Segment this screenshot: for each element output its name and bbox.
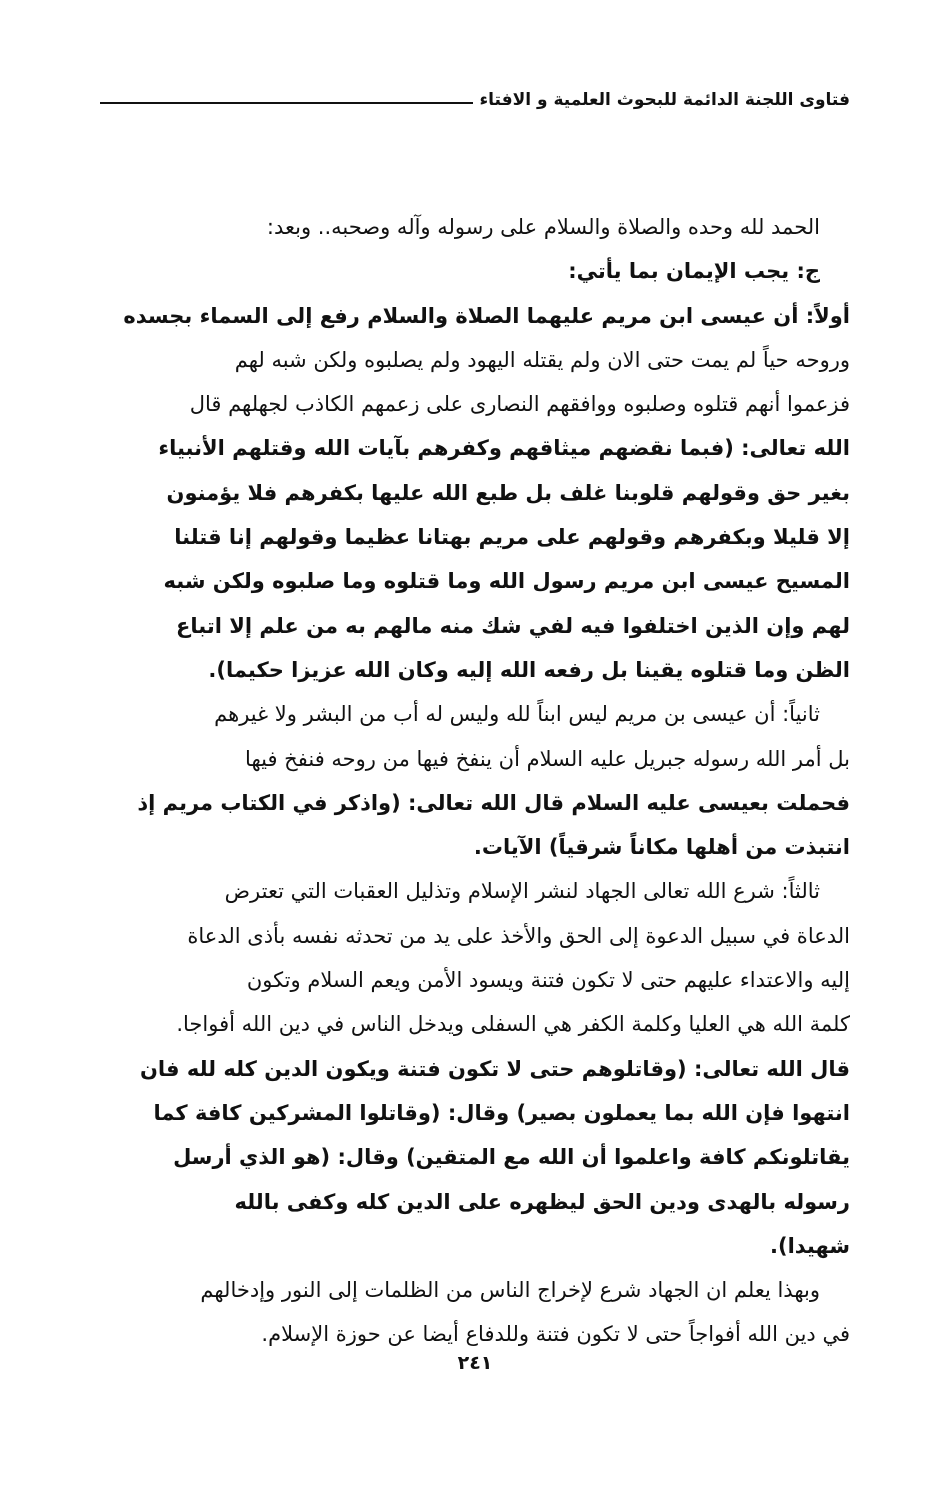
text-line: الدعاة في سبيل الدعوة إلى الحق والأخذ على يد من تحدثه نفسه بأذى الدعاة — [187, 923, 850, 948]
text-line: ثانياً: أن عيسى بن مريم ليس ابناً لله وليس له أب من البشر ولا غيرهم — [214, 702, 820, 727]
text-line: وبهذا يعلم ان الجهاد شرع لإخراج الناس من الظلمات إلى النور وإدخالهم — [200, 1278, 820, 1303]
text-line: انتهوا فإن الله بما يعملون بصير) وقال: (وقاتلوا المشركين كافة كما — [153, 1100, 850, 1125]
text-line: ثالثاً: شرع الله تعالى الجهاد لنشر الإسلام وتذليل العقبات التي تعترض — [224, 879, 820, 904]
text-line: انتبذت من أهلها مكاناً شرقياً) الآيات. — [473, 835, 850, 860]
page-number: ٢٤١ — [457, 1352, 493, 1374]
header-rule — [100, 102, 473, 104]
text-line: فزعموا أنهم قتلوه وصلبوه ووافقهم النصارى على زعمهم الكاذب لجهلهم قال — [189, 392, 850, 417]
text-line: الظن وما قتلوه يقينا بل رفعه الله إليه وكان الله عزيزا حكيما). — [208, 657, 850, 682]
text-line: في دين الله أفواجاً حتى لا تكون فتنة وللدفاع أيضا عن حوزة الإسلام. — [261, 1322, 850, 1347]
body-text — [105, 205, 850, 1357]
text-line: كلمة الله هي العليا وكلمة الكفر هي السفلى ويدخل الناس في دين الله أفواجا. — [176, 1012, 850, 1037]
text-line: لهم وإن الذين اختلفوا فيه لفي شك منه مالهم به من علم إلا اتباع — [176, 613, 850, 638]
running-header — [100, 90, 850, 110]
text-line: فحملت بعيسى عليه السلام قال الله تعالى: (واذكر في الكتاب مريم إذ — [137, 790, 850, 815]
text-line: ج: يجب الإيمان بما يأتي: — [568, 259, 820, 284]
text-line: وروحه حياً لم يمت حتى الان ولم يقتله اليهود ولم يصلبوه ولكن شبه لهم — [234, 347, 850, 372]
text-line: بل أمر الله رسوله جبريل عليه السلام أن ينفخ فيها من روحه فنفخ فيها — [245, 746, 850, 771]
text-line: رسوله بالهدى ودين الحق ليظهره على الدين كله وكفى بالله — [234, 1189, 850, 1214]
text-line: المسيح عيسى ابن مريم رسول الله وما قتلوه وما صلبوه ولكن شبه — [163, 569, 850, 594]
text-line: أولاً: أن عيسى ابن مريم عليهما الصلاة والسلام رفع إلى السماء بجسده — [123, 303, 850, 328]
text-line: الله تعالى: (فبما نقضهم ميثاقهم وكفرهم بآيات الله وقتلهم الأنبياء — [158, 436, 850, 461]
text-line: قال الله تعالى: (وقاتلوهم حتى لا تكون فتنة ويكون الدين كله لله فان — [140, 1056, 850, 1081]
header-title: فتاوى اللجنة الدائمة للبحوث العلمية و الافتاء — [479, 90, 850, 110]
text-line: يقاتلونكم كافة واعلموا أن الله مع المتقين) وقال: (هو الذي أرسل — [173, 1145, 850, 1170]
text-line: إليه والاعتداء عليهم حتى لا تكون فتنة ويسود الأمن ويعم السلام وتكون — [246, 968, 850, 993]
text-line: شهيدا). — [770, 1233, 850, 1258]
text-line: إلا قليلا وبكفرهم وقولهم على مريم بهتانا عظيما وقولهم إنا قتلنا — [174, 525, 850, 550]
text-line: بغير حق وقولهم قلوبنا غلف بل طبع الله عليها بكفرهم فلا يؤمنون — [166, 480, 850, 505]
text-line: الحمد لله وحده والصلاة والسلام على رسوله وآله وصحبه.. وبعد: — [266, 215, 820, 239]
